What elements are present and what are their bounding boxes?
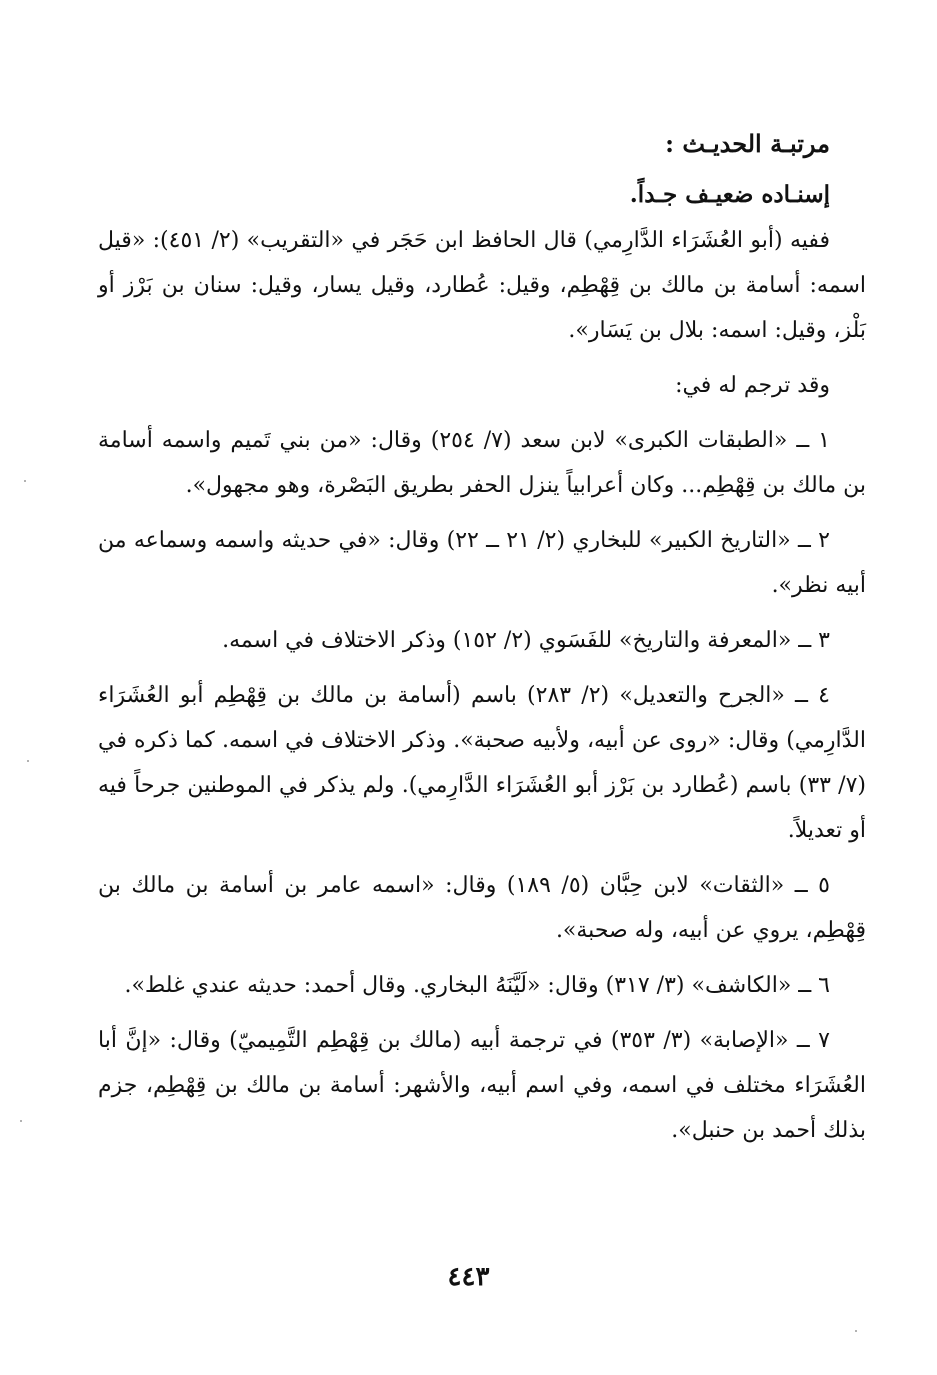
paragraph-source-1: ١ ــ «الطبقات الكبرى» لابن سعد (٧/ ٢٥٤) وقال: «من بني تَميم واسمه أسامة بن مالك بن قِهْطِم... وكان أعرابياً ينزل الحفر بطريق البَصْرة، وهو مجهول». [98, 428, 866, 498]
scan-speck [27, 760, 29, 762]
scan-speck [855, 1330, 857, 1332]
section-subheading: إسنـاده ضعيـف جـداً. [629, 181, 830, 208]
paragraph-source-6: ٦ ــ «الكاشف» (٣/ ٣١٧) وقال: «لَيَّنَهُ البخاري. وقال أحمد: حديثه عندي غلط». [124, 973, 830, 998]
page-number: ٤٤٣ [447, 1262, 490, 1292]
page-body [98, 120, 866, 1153]
scan-speck [24, 480, 26, 482]
paragraph-source-5: ٥ ــ «الثقات» لابن حِبَّان (٥/ ١٨٩) وقال: «اسمه عامر بن أسامة بن مالك بن قِهْطِم، يروي عن أبيه، وله صحبة». [98, 873, 866, 943]
section-heading: مرتبـة الحديـث : [665, 129, 830, 158]
scan-speck [20, 1120, 22, 1122]
paragraph-source-2: ٢ ــ «التاريخ الكبير» للبخاري (٢/ ٢١ ــ ٢٢) وقال: «في حديثه واسمه وسماعه من أبيه نظر». [98, 528, 866, 598]
paragraph-sources-intro: وقد ترجم له في: [675, 373, 830, 398]
paragraph-source-4: ٤ ــ «الجرح والتعديل» (٢/ ٢٨٣) باسم (أسامة بن مالك بن قِهْطِم أبو العُشَرَاء الدَّارِمي) وقال: «روى عن أبيه، ولأبيه صحبة». وذكر الاختلاف في اسمه. كما ذكره في (٧/ ٣٣) باسم (عُطارد بن بَرْز أبو العُشَرَاء الدَّارِمي). ولم يذكر في الموطنين جرحاً فيه أو تعديلاً. [98, 683, 866, 843]
paragraph-narrator-note: ففيه (أبو العُشَرَاء الدَّارِمي) قال الحافظ ابن حَجَر في «التقريب» (٢/ ٤٥١): «قيل اسمه: أسامة بن مالك بن قِهْطِم، وقيل: عُطارد، وقيل يسار، وقيل: سنان بن بَرْز أو بَلْز، وقيل: اسمه: بلال بن يَسَار». [98, 228, 866, 343]
paragraph-source-3: ٣ ــ «المعرفة والتاريخ» للفَسَوي (٢/ ١٥٢) وذكر الاختلاف في اسمه. [222, 628, 830, 653]
paragraph-source-7: ٧ ــ «الإصابة» (٣/ ٣٥٣) في ترجمة أبيه (مالك بن قِهْطِم التَّمِيميّ) وقال: «إنَّ أبا العُشَرَاء مختلف في اسمه، وفي اسم أبيه، والأشهر: أسامة بن مالك بن قِهْطِم، جزم بذلك أحمد بن حنبل». [98, 1028, 866, 1143]
